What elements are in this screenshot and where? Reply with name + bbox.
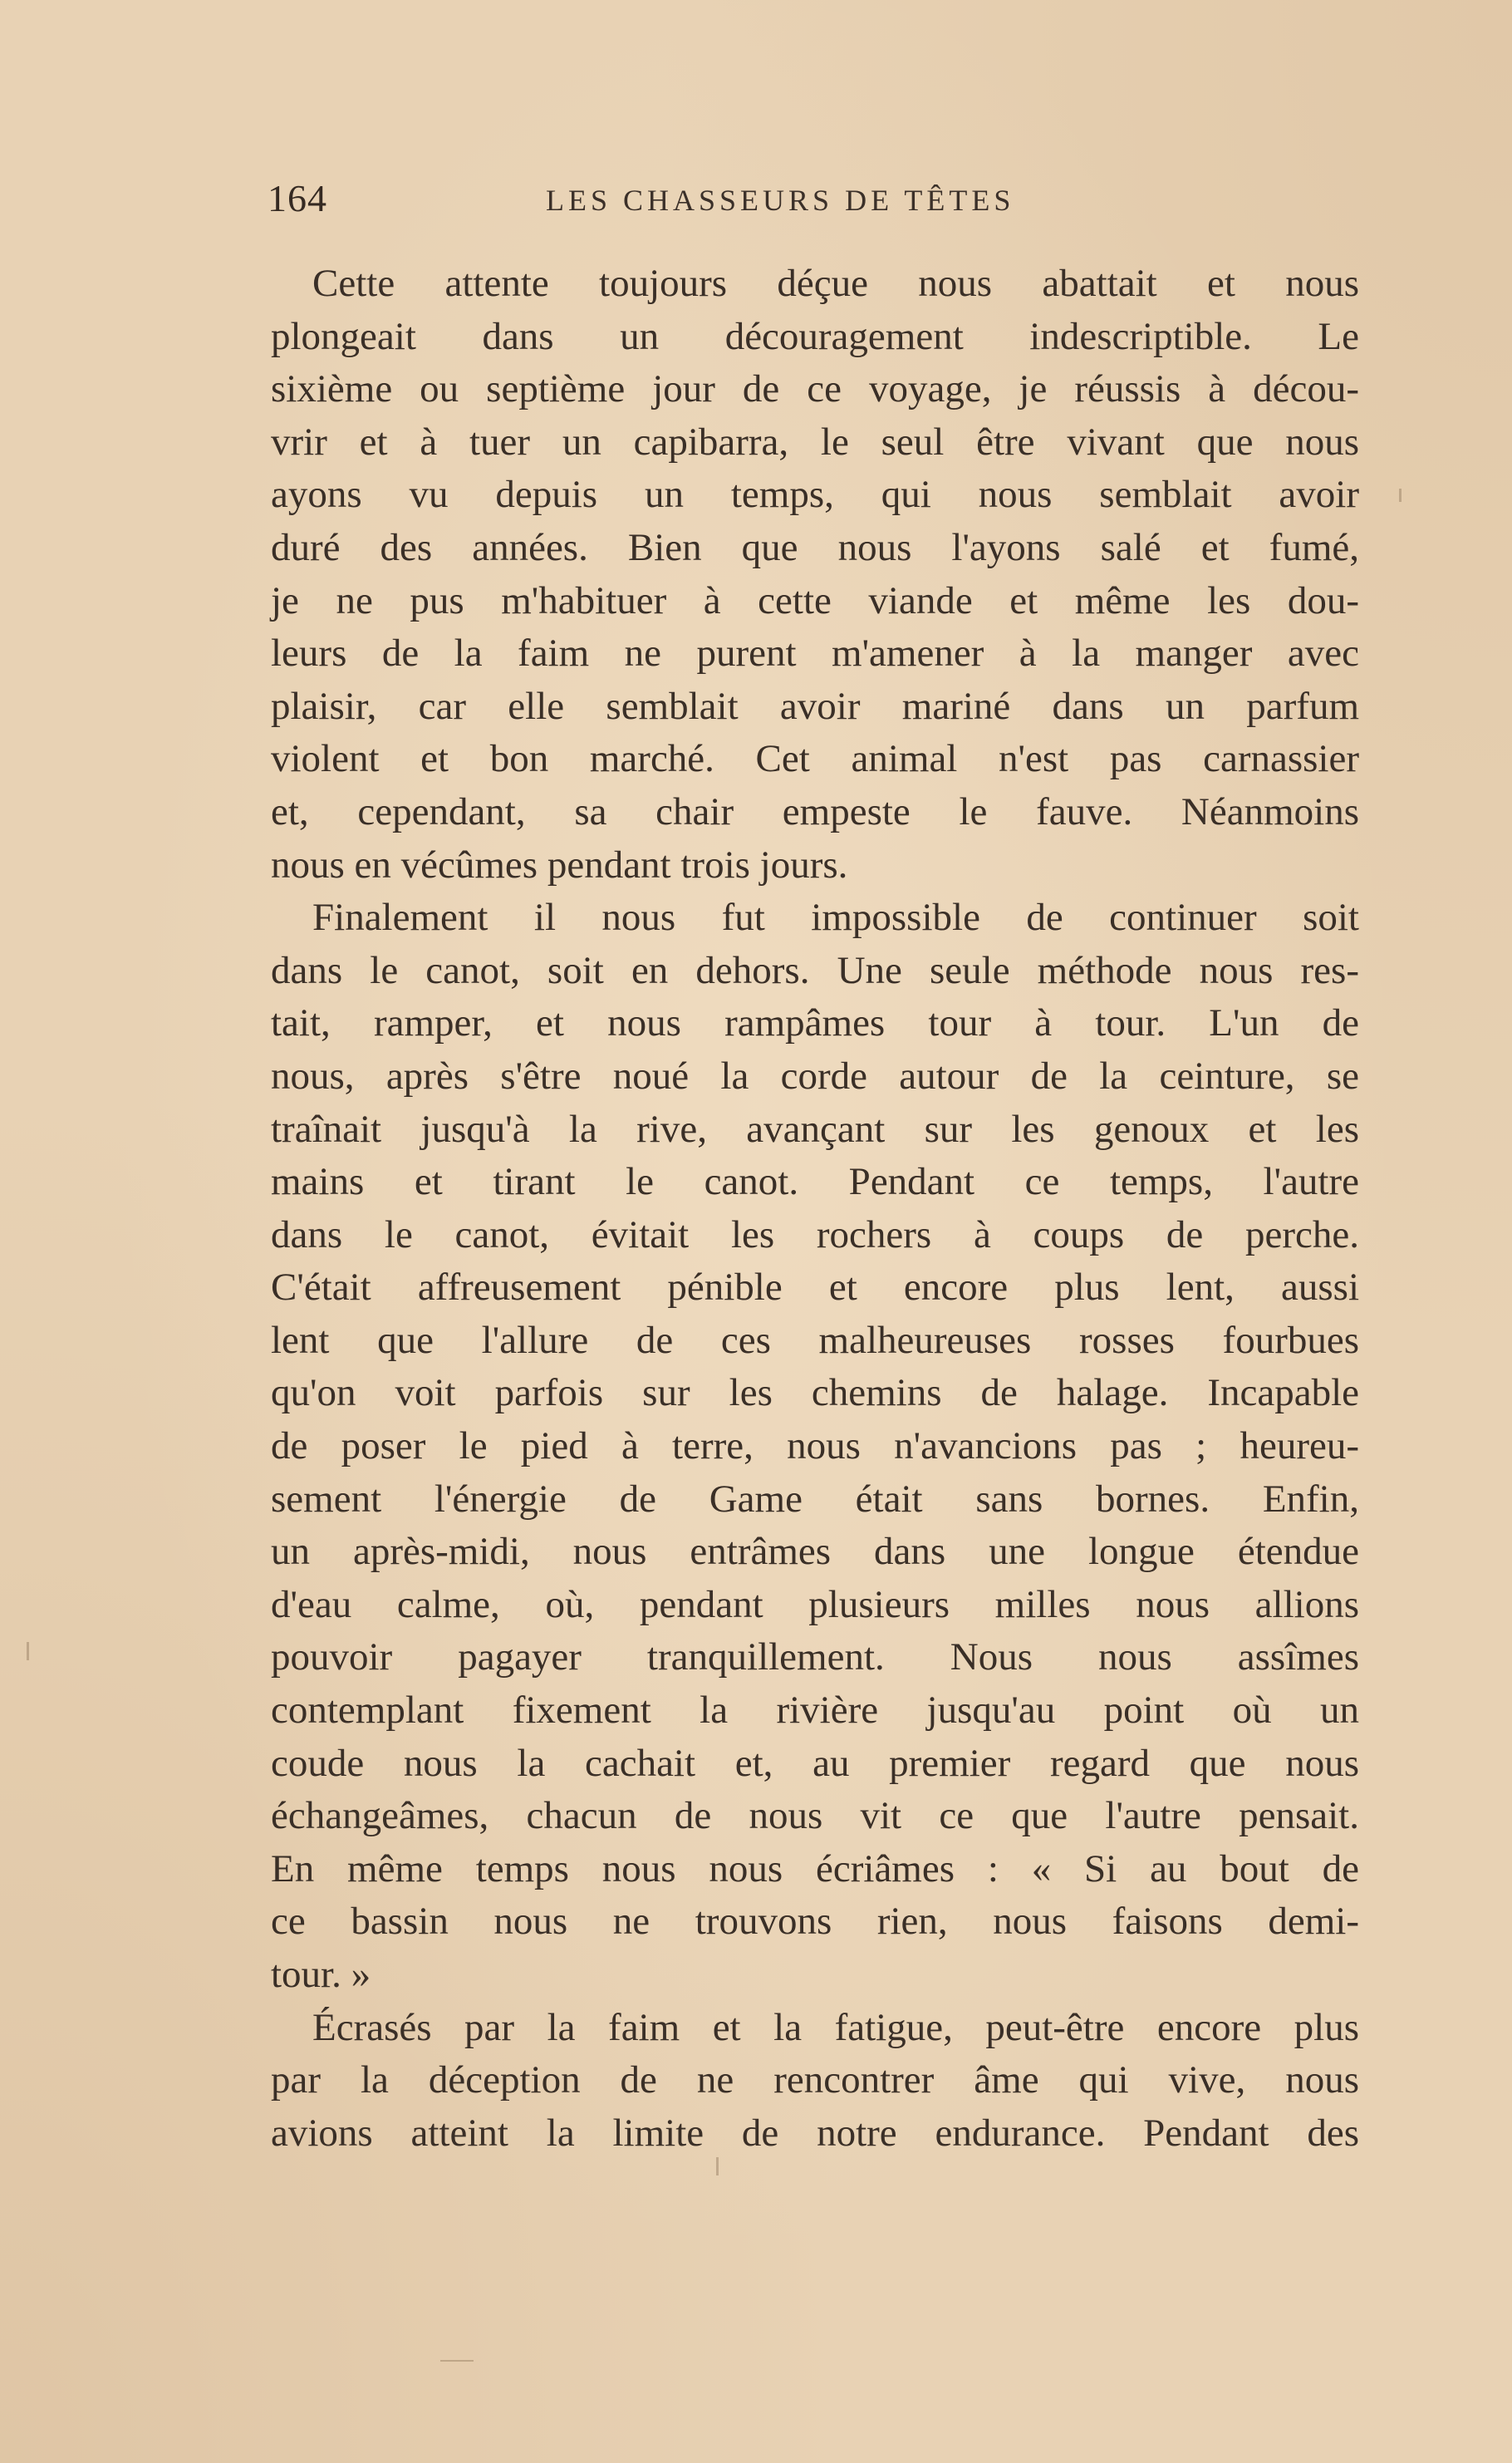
text-line: d'eau calme, où, pendant plusieurs milles nous allions [271, 1582, 1359, 1626]
paper-mark [27, 1642, 29, 1660]
text-line: un après-midi, nous entrâmes dans une longue étendue [271, 1530, 1359, 1574]
text-line: lent que l'allure de ces malheureuses rosses fourbues [271, 1318, 1359, 1362]
text-line: ayons vu depuis un temps, qui nous semblait avoir [271, 473, 1359, 517]
text-line: échangeâmes, chacun de nous vit ce que l'autre pensait. [271, 1794, 1359, 1838]
text-line: nous en vécûmes pendant trois jours. [271, 843, 848, 887]
text-line: nous, après s'être noué la corde autour de la ceinture, se [271, 1054, 1359, 1098]
body-text [271, 258, 1359, 2160]
text-line: de poser le pied à terre, nous n'avancions pas ; heureu- [271, 1424, 1359, 1468]
page-number: 164 [268, 177, 327, 219]
text-line: violent et bon marché. Cet animal n'est pas carnassier [271, 737, 1359, 781]
text-line: Écrasés par la faim et la fatigue, peut-être encore plus [312, 2005, 1359, 2049]
text-line: par la déception de ne rencontrer âme qui vive, nous [271, 2058, 1359, 2102]
text-line: qu'on voit parfois sur les chemins de halage. Incapable [271, 1371, 1359, 1415]
text-line: avions atteint la limite de notre endurance. Pendant des [271, 2111, 1359, 2155]
running-title: LES CHASSEURS DE TÊTES [546, 184, 1015, 217]
text-line: leurs de la faim ne purent m'amener à la manger avec [271, 632, 1359, 676]
text-line: mains et tirant le canot. Pendant ce temps, l'autre [271, 1160, 1359, 1204]
text-line: contemplant fixement la rivière jusqu'au point où un [271, 1689, 1359, 1733]
text-line: plongeait dans un découragement indescriptible. Le [271, 314, 1359, 358]
text-line: sement l'énergie de Game était sans bornes. Enfin, [271, 1477, 1359, 1521]
text-line: En même temps nous nous écriâmes : « Si au bout de [271, 1846, 1359, 1890]
text-line: C'était affreusement pénible et encore plus lent, aussi [271, 1266, 1359, 1310]
page-header [268, 176, 1364, 226]
text-line: pouvoir pagayer tranquillement. Nous nous assîmes [271, 1635, 1359, 1679]
paper-mark [716, 2157, 719, 2175]
text-line: coude nous la cachait et, au premier regard que nous [271, 1741, 1359, 1785]
text-line: dans le canot, évitait les rochers à coups de perche. [271, 1212, 1359, 1256]
text-line: Cette attente toujours déçue nous abattait et nous [312, 262, 1359, 305]
text-line: dans le canot, soit en dehors. Une seule méthode nous res- [271, 948, 1359, 992]
paper-mark [440, 2360, 474, 2362]
text-line: tour. » [271, 1953, 371, 1996]
text-line: duré des années. Bien que nous l'ayons salé et fumé, [271, 525, 1359, 569]
text-line: sixième ou septième jour de ce voyage, je réussis à décou- [271, 367, 1359, 411]
text-line: Finalement il nous fut impossible de continuer soit [312, 896, 1359, 940]
text-line: plaisir, car elle semblait avoir mariné dans un parfum [271, 684, 1359, 728]
paper-mark [1399, 489, 1402, 502]
text-line: vrir et à tuer un capibarra, le seul être vivant que nous [271, 420, 1359, 464]
text-line: traînait jusqu'à la rive, avançant sur les genoux et les [271, 1107, 1359, 1151]
text-line: ce bassin nous ne trouvons rien, nous faisons demi- [271, 1900, 1359, 1944]
text-line: je ne pus m'habituer à cette viande et même les dou- [271, 578, 1359, 622]
text-line: et, cependant, sa chair empeste le fauve. Néanmoins [271, 789, 1359, 833]
text-line: tait, ramper, et nous rampâmes tour à tour. L'un de [271, 1001, 1359, 1045]
